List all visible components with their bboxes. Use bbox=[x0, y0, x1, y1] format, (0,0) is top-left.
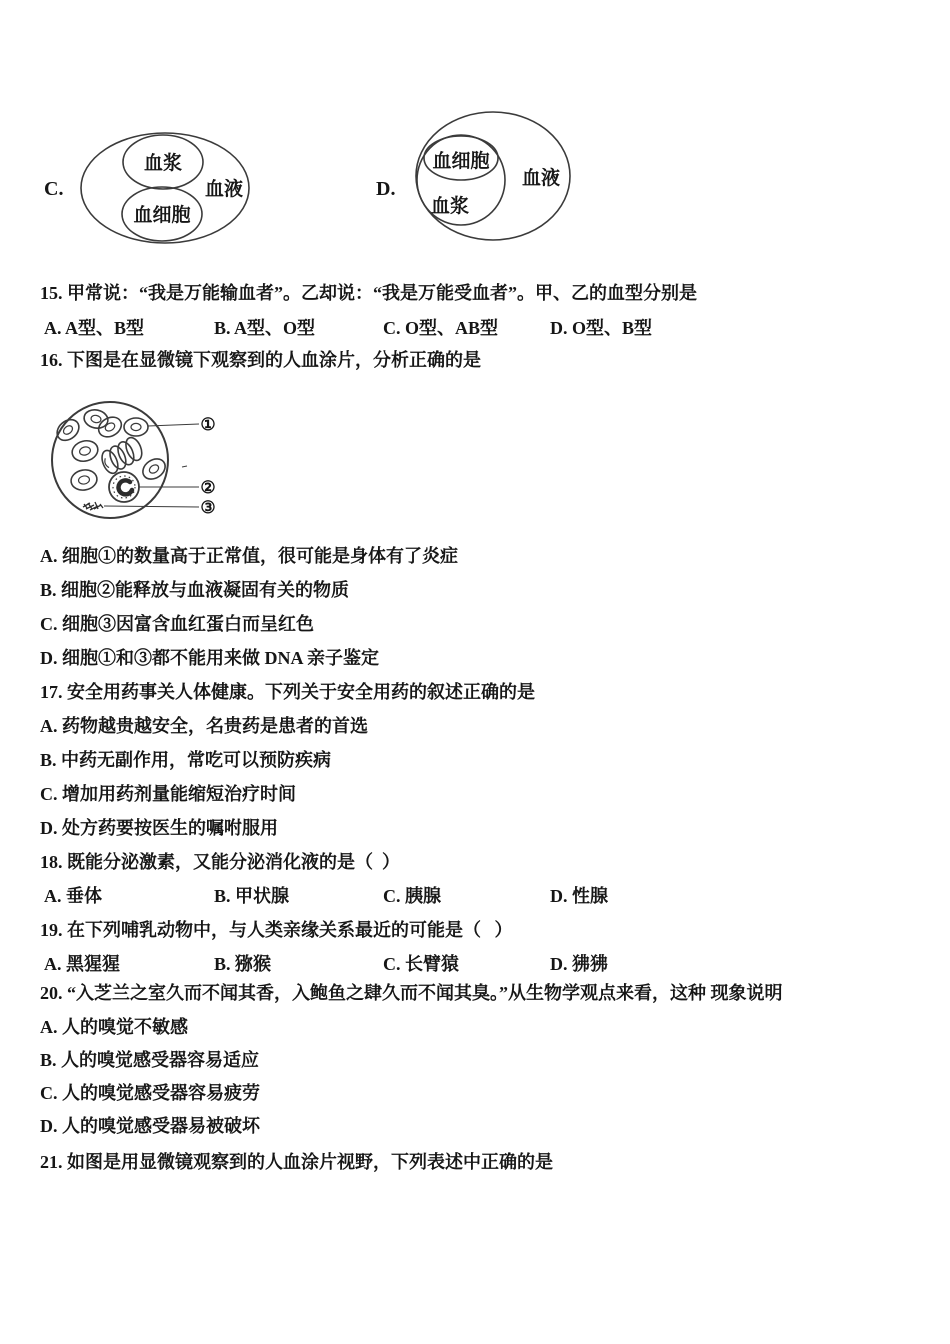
wbc-nucleus bbox=[119, 480, 132, 494]
question-20: 20. “入芝兰之室久而不闻其香，入鲍鱼之肆久而不闻其臭。”从生物学观点来看，这种 现象说明 bbox=[40, 983, 783, 1003]
q18-option-c: C. 胰腺 bbox=[383, 886, 441, 906]
q18-option-a: A. 垂体 bbox=[44, 886, 102, 906]
q15-option-b: B. A型、O型 bbox=[214, 318, 316, 338]
q15-option-c: C. O型、AB型 bbox=[383, 318, 499, 338]
question-18: 18. 既能分泌激素，又能分泌消化液的是（ ） bbox=[40, 852, 400, 872]
q16-option-c: C. 细胞③因富含血红蛋白而呈红色 bbox=[40, 614, 314, 634]
option-d-letter: D. bbox=[376, 178, 396, 200]
callout-line-3 bbox=[104, 506, 199, 507]
platelets bbox=[83, 502, 103, 510]
q20-option-c: C. 人的嗅觉感受器容易疲劳 bbox=[40, 1083, 260, 1103]
q17-option-c: C. 增加用药剂量能缩短治疗时间 bbox=[40, 784, 296, 804]
venn-d-bloodcell-label: 血细胞 bbox=[432, 151, 490, 172]
venn-d-plasma-label: 血浆 bbox=[430, 196, 470, 217]
red-blood-cell bbox=[69, 468, 98, 492]
q19-option-b: B. 猕猴 bbox=[214, 954, 272, 974]
q16-option-d: D. 细胞①和③都不能用来做 DNA 亲子鉴定 bbox=[40, 648, 380, 668]
callout-3-label: ③ bbox=[200, 498, 216, 517]
question-21: 21. 如图是用显微镜观察到的人血涂片视野，下列表述中正确的是 bbox=[40, 1152, 553, 1172]
q20-option-a: A. 人的嗅觉不敏感 bbox=[40, 1017, 188, 1037]
q16-option-a: A. 细胞①的数量高于正常值，很可能是身体有了炎症 bbox=[40, 546, 458, 566]
q19-options bbox=[0, 952, 950, 976]
venn-c-plasma-label: 血浆 bbox=[143, 153, 183, 174]
q15-option-d: D. O型、B型 bbox=[550, 318, 653, 338]
question-15: 15. 甲常说：“我是万能输血者”。乙却说：“我是万能受血者”。甲、乙的血型分别是 bbox=[40, 283, 697, 303]
q19-option-a: A. 黑猩猩 bbox=[44, 954, 120, 974]
red-blood-cell-callout-1 bbox=[124, 418, 148, 436]
q18-options bbox=[0, 884, 950, 908]
q18-option-d: D. 性腺 bbox=[550, 886, 608, 906]
blood-venn-figure bbox=[30, 95, 620, 255]
venn-c-blood-label: 血液 bbox=[204, 179, 244, 200]
venn-option-c bbox=[44, 133, 249, 243]
question-16: 16. 下图是在显微镜下观察到的人血涂片，分析正确的是 bbox=[40, 350, 481, 370]
red-blood-cell bbox=[53, 415, 83, 444]
blood-smear-figure bbox=[40, 395, 290, 535]
stacked-red-blood-cells bbox=[98, 435, 146, 475]
venn-c-bloodcell-label: 血细胞 bbox=[133, 205, 191, 226]
option-c-letter: C. bbox=[44, 178, 64, 200]
q17-option-a: A. 药物越贵越安全，名贵药是患者的首选 bbox=[40, 716, 368, 736]
q19-option-d: D. 狒狒 bbox=[550, 954, 608, 974]
white-blood-cell bbox=[109, 472, 139, 502]
venn-d-blood-label: 血液 bbox=[521, 168, 561, 189]
q15-options bbox=[0, 316, 950, 340]
q20-option-d: D. 人的嗅觉感受器易被破坏 bbox=[40, 1116, 260, 1136]
q15-option-a: A. A型、B型 bbox=[44, 318, 145, 338]
venn-option-d bbox=[376, 112, 570, 240]
question-17: 17. 安全用药事关人体健康。下列关于安全用药的叙述正确的是 bbox=[40, 682, 535, 702]
stray-mark bbox=[182, 466, 187, 467]
q17-option-d: D. 处方药要按医生的嘱咐服用 bbox=[40, 818, 278, 838]
q20-option-b: B. 人的嗅觉感受器容易适应 bbox=[40, 1050, 260, 1070]
callout-1-label: ① bbox=[200, 415, 216, 434]
question-19: 19. 在下列哺乳动物中，与人类亲缘关系最近的可能是（ ） bbox=[40, 920, 513, 940]
callout-2-label: ② bbox=[200, 478, 216, 497]
q17-option-b: B. 中药无副作用，常吃可以预防疾病 bbox=[40, 750, 332, 770]
q19-option-c: C. 长臂猿 bbox=[383, 954, 459, 974]
red-blood-cell bbox=[70, 438, 100, 464]
q16-option-b: B. 细胞②能释放与血液凝固有关的物质 bbox=[40, 580, 350, 600]
q18-option-b: B. 甲状腺 bbox=[214, 886, 290, 906]
